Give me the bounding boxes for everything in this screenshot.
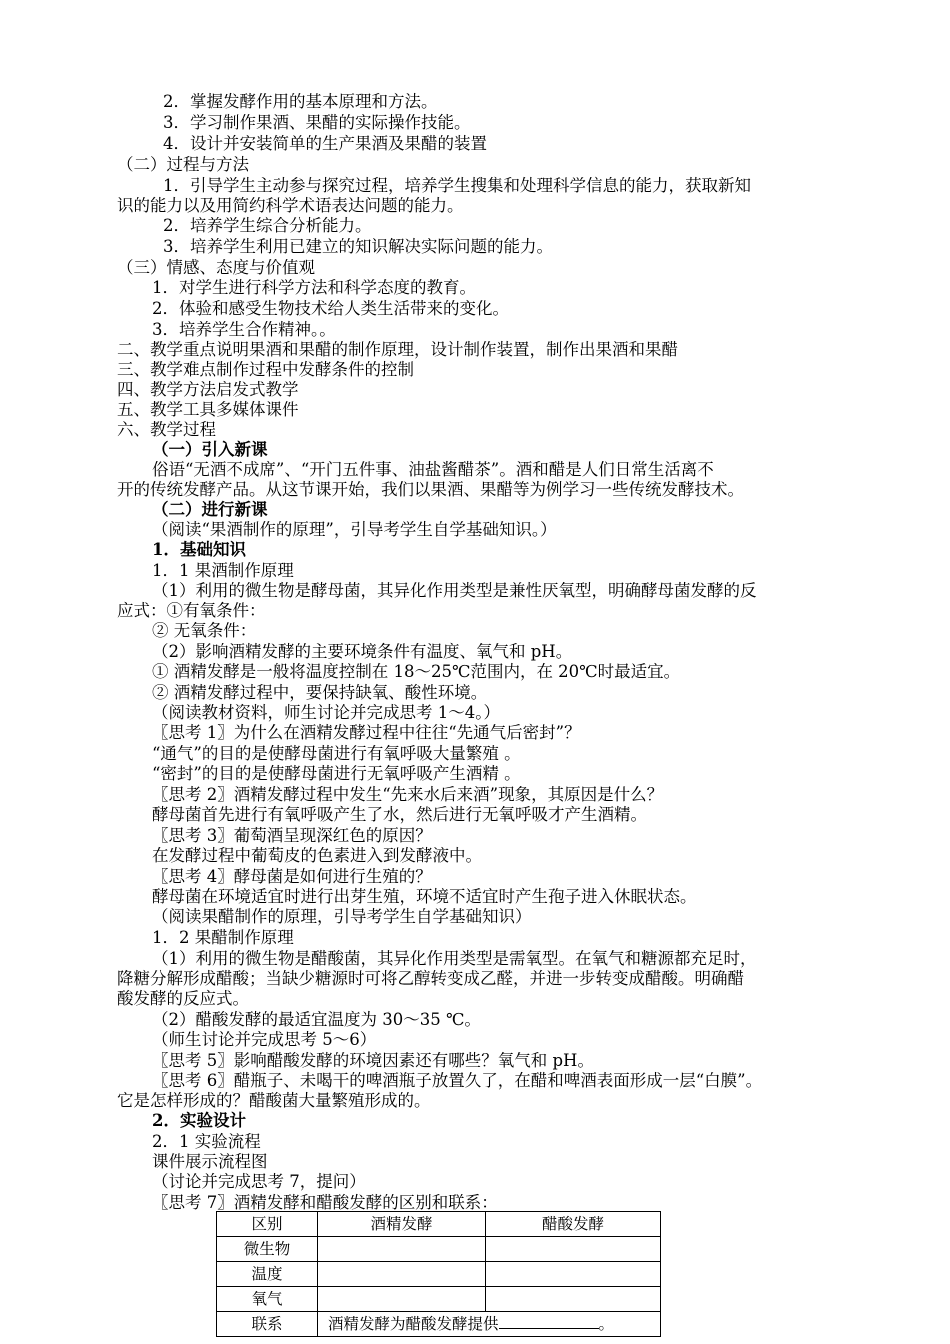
comparison-table bbox=[216, 1211, 661, 1337]
text-line: 俗语“无酒不成席”、“开门五件事、油盐酱醋茶”。酒和醋是人们日常生活离不 bbox=[152, 460, 714, 479]
table-cell-empty bbox=[318, 1237, 486, 1262]
section-heading: 五、教学工具多媒体课件 bbox=[117, 400, 299, 419]
table-row-label: 微生物 bbox=[217, 1237, 318, 1262]
text-line: （阅读教材资料，师生讨论并完成思考 1～4。） bbox=[152, 703, 500, 722]
text-line: （2）醋酸发酵的最适宜温度为 30～35 ℃。 bbox=[152, 1010, 481, 1029]
text-line: 它是怎样形成的？醋酸菌大量繁殖形成的。 bbox=[117, 1091, 431, 1110]
subsection-heading: 1．基础知识 bbox=[152, 540, 246, 559]
text-line: 1．对学生进行科学方法和科学态度的教育。 bbox=[152, 278, 476, 297]
text-line: 2．体验和感受生物技术给人类生活带来的变化。 bbox=[152, 299, 509, 318]
text-line: 1．引导学生主动参与探究过程，培养学生搜集和处理科学信息的能力，获取新知 bbox=[163, 176, 751, 195]
text-line: 酵母菌在环境适宜时进行出芽生殖，环境不适宜时产生孢子进入休眠状态。 bbox=[152, 887, 697, 906]
text-line: ① 酒精发酵是一般将温度控制在 18～25℃范围内，在 20℃时最适宜。 bbox=[152, 662, 681, 681]
section-heading: 四、教学方法启发式教学 bbox=[117, 380, 299, 399]
text-line: 2．掌握发酵作用的基本原理和方法。 bbox=[163, 92, 438, 111]
text-line: ② 酒精发酵过程中，要保持缺氧、酸性环境。 bbox=[152, 683, 488, 702]
table-row-label: 温度 bbox=[217, 1262, 318, 1287]
subsection-heading: （二）进行新课 bbox=[152, 500, 268, 519]
text-line: （1）利用的微生物是酵母菌，其异化作用类型是兼性厌氧型，明确酵母菌发酵的反 bbox=[152, 581, 757, 600]
text-line: 应式：①有氧条件： bbox=[117, 601, 266, 620]
table-row-label: 氧气 bbox=[217, 1287, 318, 1312]
link-text: 酒精发酵为醋酸发酵提供 bbox=[328, 1315, 499, 1333]
text-line: “密封”的目的是使酵母菌进行无氧呼吸产生酒精 。 bbox=[152, 764, 521, 783]
subsection-heading: 2．实验设计 bbox=[152, 1111, 246, 1130]
text-line: “通气”的目的是使酵母菌进行有氧呼吸大量繁殖 。 bbox=[152, 744, 521, 763]
table-row bbox=[217, 1312, 661, 1337]
text-line: （1）利用的微生物是醋酸菌，其异化作用类型是需氧型。在氧气和糖源都充足时， bbox=[152, 949, 757, 968]
text-line: 开的传统发酵产品。从这节课开始，我们以果酒、果醋等为例学习一些传统发酵技术。 bbox=[117, 480, 744, 499]
text-line: （2）影响酒精发酵的主要环境条件有温度、氧气和 pH。 bbox=[152, 642, 573, 661]
text-line: 〖思考 4〗酵母菌是如何进行生殖的？ bbox=[152, 867, 432, 886]
subsection-heading: （一）引入新课 bbox=[152, 440, 268, 459]
text-line: 〖思考 7〗酒精发酵和醋酸发酵的区别和联系： bbox=[152, 1193, 498, 1212]
text-line: 〖思考 1〗为什么在酒精发酵过程中往往“先通气后密封”？ bbox=[152, 723, 581, 742]
section-heading: （三）情感、态度与价值观 bbox=[117, 258, 315, 277]
table-cell-empty bbox=[486, 1262, 661, 1287]
text-line: 识的能力以及用简约科学术语表达问题的能力。 bbox=[117, 196, 464, 215]
text-line: 酵母菌首先进行有氧呼吸产生了水，然后进行无氧呼吸才产生酒精。 bbox=[152, 805, 647, 824]
text-line: （讨论并完成思考 7，提问） bbox=[152, 1172, 366, 1191]
text-line: 3．学习制作果酒、果醋的实际操作技能。 bbox=[163, 113, 471, 132]
link-end: 。 bbox=[598, 1315, 615, 1333]
text-line: 降糖分解形成醋酸；当缺少糖源时可将乙醇转变成乙醛，并进一步转变成醋酸。明确醋 bbox=[117, 969, 744, 988]
text-line: 3．培养学生合作精神。。 bbox=[152, 320, 336, 339]
text-line: 酸发酵的反应式。 bbox=[117, 989, 249, 1008]
text-line: 1．2 果醋制作原理 bbox=[152, 928, 294, 947]
table-row-label: 联系 bbox=[217, 1312, 318, 1337]
text-line: ② 无氧条件： bbox=[152, 621, 257, 640]
table-row bbox=[217, 1237, 661, 1262]
fill-in-blank bbox=[499, 1314, 599, 1329]
text-line: 〖思考 5〗影响醋酸发酵的环境因素还有哪些？氧气和 pH。 bbox=[152, 1051, 594, 1070]
text-line: 1．1 果酒制作原理 bbox=[152, 561, 294, 580]
text-line: （师生讨论并完成思考 5～6） bbox=[152, 1030, 377, 1049]
text-line: 〖思考 2〗酒精发酵过程中发生“先来水后来酒”现象，其原因是什么？ bbox=[152, 785, 664, 804]
text-line: 课件展示流程图 bbox=[152, 1152, 268, 1171]
text-line: 3．培养学生利用已建立的知识解决实际问题的能力。 bbox=[163, 237, 553, 256]
table-cell-empty bbox=[486, 1287, 661, 1312]
section-heading: 二、教学重点说明果酒和果醋的制作原理，设计制作装置，制作出果酒和果醋 bbox=[117, 340, 678, 359]
table-header-cell: 醋酸发酵 bbox=[486, 1212, 661, 1237]
table-header-cell: 区别 bbox=[217, 1212, 318, 1237]
text-line: 2．培养学生综合分析能力。 bbox=[163, 216, 372, 235]
table-cell-empty bbox=[318, 1262, 486, 1287]
text-line: 〖思考 6〗醋瓶子、未喝干的啤酒瓶子放置久了，在醋和啤酒表面形成一层“白膜”。 bbox=[152, 1071, 763, 1090]
section-heading: 六、教学过程 bbox=[117, 420, 216, 439]
text-line: 在发酵过程中葡萄皮的色素进入到发酵液中。 bbox=[152, 846, 482, 865]
table-header-cell: 酒精发酵 bbox=[318, 1212, 486, 1237]
section-heading: 三、教学难点制作过程中发酵条件的控制 bbox=[117, 360, 414, 379]
text-line: 2．1 实验流程 bbox=[152, 1132, 261, 1151]
text-line: （阅读果醋制作的原理，引导考学生自学基础知识） bbox=[152, 907, 532, 926]
table-cell-empty bbox=[318, 1287, 486, 1312]
section-heading: （二）过程与方法 bbox=[117, 155, 249, 174]
table-row bbox=[217, 1287, 661, 1312]
table-header-row bbox=[217, 1212, 661, 1237]
text-line: 〖思考 3〗葡萄酒呈现深红色的原因？ bbox=[152, 826, 432, 845]
table-cell-empty bbox=[486, 1237, 661, 1262]
text-line: （阅读“果酒制作的原理”，引导考学生自学基础知识。） bbox=[152, 520, 557, 539]
table-row bbox=[217, 1262, 661, 1287]
text-line: 4．设计并安装简单的生产果酒及果醋的装置 bbox=[163, 134, 487, 153]
table-link-cell bbox=[318, 1312, 661, 1337]
